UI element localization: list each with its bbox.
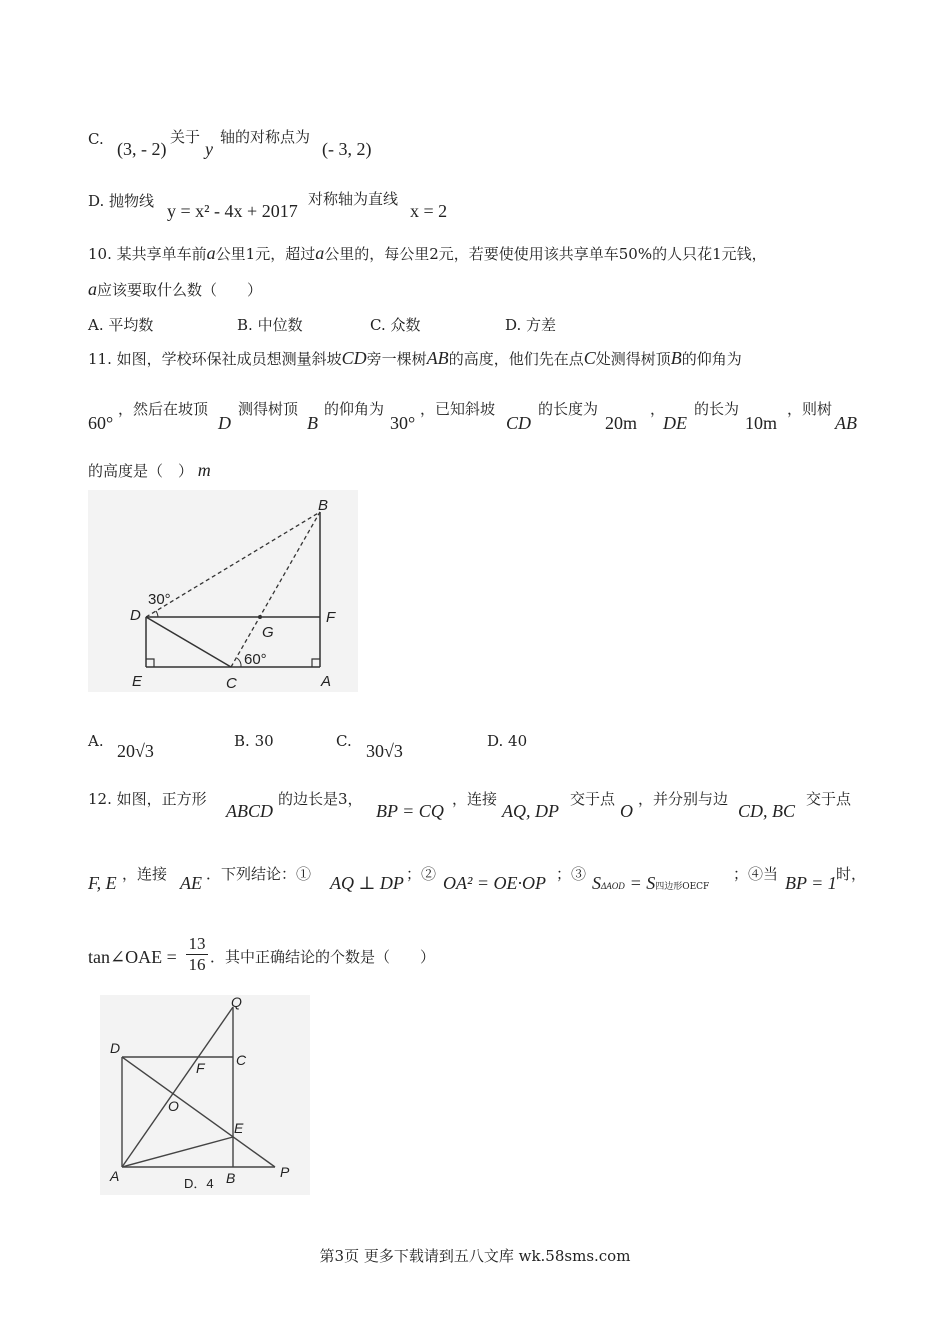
- label-C: C: [226, 675, 237, 692]
- math-var: CD: [341, 348, 367, 368]
- question-number: 12.: [88, 790, 112, 808]
- label-A: A: [321, 673, 332, 690]
- text: 关于: [170, 128, 201, 146]
- option-label: C.: [88, 130, 104, 148]
- q11-option-c-value: [366, 740, 403, 763]
- q12-l2b: [206, 863, 311, 885]
- answer-text: D．4: [184, 1176, 214, 1191]
- q12-l1e: [638, 788, 728, 810]
- q11-l2d: [420, 398, 495, 420]
- math-var: AB: [426, 348, 449, 368]
- math-expr: tan∠OAE =: [88, 947, 177, 967]
- math-expr: CD, BC: [738, 801, 796, 821]
- fraction-denominator: 16: [186, 954, 208, 975]
- option-text: 众数: [390, 316, 421, 334]
- q9-d-expr2: [410, 200, 447, 223]
- q11-angle60: [88, 412, 113, 435]
- option-label: C.: [336, 732, 352, 750]
- option-text: 平均数: [108, 316, 154, 334]
- arc-60: [237, 658, 241, 667]
- text: 公里的，每公里2元，若要使使用该共享单车50%的人只花1元钱，: [324, 245, 767, 263]
- text: ；④当: [733, 865, 779, 883]
- subscript: 四边形OECF: [655, 882, 710, 892]
- q9-c-expr1: [117, 138, 166, 161]
- option-text: 中位数: [257, 316, 303, 334]
- option-label: A.: [88, 316, 104, 334]
- q11-l2f: [694, 398, 739, 420]
- label-G: G: [262, 624, 274, 641]
- q12-l1d: [570, 788, 615, 810]
- q12-figure: [100, 995, 310, 1195]
- option-label: C.: [370, 316, 386, 334]
- math-var: a: [88, 279, 97, 299]
- q10-option-b: [237, 314, 303, 336]
- q12-fraction: [186, 934, 208, 975]
- label-F: F: [326, 609, 336, 626]
- math-var: AB: [835, 413, 857, 433]
- math-expr: OA² = OE·OP: [443, 873, 547, 893]
- label-P: P: [280, 1164, 290, 1180]
- label-C: C: [236, 1052, 247, 1068]
- q11-len20: [605, 412, 637, 435]
- text: 的长度为: [538, 400, 599, 418]
- arc-30: [156, 611, 158, 617]
- label-B: B: [226, 1170, 236, 1186]
- unit: m: [197, 460, 211, 480]
- q11-option-b: [234, 730, 274, 752]
- math-var: DE: [663, 413, 687, 433]
- q12-c3: [592, 872, 709, 898]
- q11-DE: [663, 412, 687, 435]
- question-number: 10.: [88, 245, 112, 263]
- math-var: C: [583, 348, 596, 368]
- math-expr: 10m: [745, 413, 778, 433]
- q11-option-d: [487, 730, 527, 752]
- label-O: O: [168, 1098, 179, 1114]
- q11-B2: [307, 412, 318, 435]
- option-label: A.: [88, 732, 104, 750]
- q12-l2f: [836, 863, 866, 885]
- q10-line1: [88, 242, 767, 265]
- q12-eq1: [376, 800, 444, 823]
- q9-c-text2: [220, 126, 310, 148]
- option-label: D.: [88, 192, 105, 210]
- math-expr: AQ ⊥ DP: [330, 873, 404, 893]
- label-30-degree: 30°: [148, 591, 171, 608]
- option-label: B.: [237, 316, 253, 334]
- question-number: 11.: [88, 350, 112, 368]
- text: ，然后在坡顶: [118, 400, 209, 418]
- q10-line2: [88, 278, 262, 301]
- q12-l3: [210, 946, 435, 968]
- q11-option-c-label: [336, 730, 352, 752]
- q10-option-a: [88, 314, 153, 336]
- text: ，连接: [452, 790, 498, 808]
- q11-line3: [88, 459, 211, 482]
- label-Q: Q: [231, 995, 242, 1010]
- option-label: B.: [234, 732, 250, 750]
- option-text: 方差: [526, 316, 557, 334]
- q12-l2e: [733, 863, 778, 885]
- text: ，连接: [122, 865, 168, 883]
- text: 如图，正方形: [116, 790, 207, 808]
- q9-c-text1: [170, 126, 200, 148]
- math-var: D: [218, 413, 231, 433]
- q10-option-d: [505, 314, 556, 336]
- math-expr: AQ, DP: [502, 801, 559, 821]
- label-A: A: [110, 1168, 120, 1184]
- line-DB-dashed: [146, 512, 320, 617]
- text: 交于点: [570, 790, 616, 808]
- math-expr: 60°: [88, 413, 114, 433]
- right-angle-E: [146, 659, 154, 667]
- text: ；②: [406, 865, 437, 883]
- math-expr: 20m: [605, 413, 638, 433]
- label-D: D: [110, 1040, 121, 1056]
- math-expr: BP = CQ: [376, 801, 444, 821]
- q12-AE: [180, 872, 202, 895]
- q11-option-a-value: [117, 740, 154, 763]
- q11-l2a: [118, 398, 208, 420]
- q12-l1b: [278, 788, 363, 810]
- q11-D: [218, 412, 231, 435]
- q12-tan: [88, 946, 177, 969]
- math-expr: = S: [629, 873, 656, 893]
- label-D: D: [130, 607, 141, 624]
- q11-angle30: [390, 412, 415, 435]
- q12-l2c: [406, 863, 436, 885]
- label-F: F: [196, 1060, 205, 1076]
- option-label: D.: [505, 316, 522, 334]
- text: 对称轴为直线: [308, 190, 399, 208]
- text: ，已知斜坡: [420, 400, 496, 418]
- q11-diagram: [88, 490, 358, 692]
- text: ．其中正确结论的个数是（ ）: [210, 948, 436, 966]
- math-var: AE: [180, 873, 202, 893]
- q11-AB2: [835, 412, 857, 435]
- q11-l2e: [538, 398, 598, 420]
- math-expr: 30°: [390, 413, 416, 433]
- point-G: [258, 615, 262, 619]
- text: 的仰角为: [681, 350, 742, 368]
- fraction-numerator: 13: [188, 934, 206, 953]
- math-var: CD: [506, 413, 532, 433]
- math-expr: y = x² - 4x + 2017: [167, 201, 298, 221]
- q12-ABCD: [226, 800, 273, 823]
- q11-line1: [88, 347, 742, 370]
- option-value: 40: [508, 732, 528, 750]
- line-CB-dashed: [231, 512, 320, 667]
- option-label: D.: [487, 732, 504, 750]
- q12-c4: [785, 872, 837, 895]
- math-var: B: [307, 413, 318, 433]
- math-var: a: [206, 243, 216, 263]
- label-E: E: [132, 673, 143, 690]
- math-var: y: [205, 139, 213, 159]
- text: 交于点: [806, 790, 852, 808]
- line-DC: [146, 617, 231, 667]
- q9-c-var: [205, 138, 213, 161]
- q12-CDBC: [738, 800, 795, 823]
- math-var: B: [670, 348, 682, 368]
- page-footer: 第3页 更多下载请到五八文库 wk.58sms.com: [319, 1247, 631, 1265]
- line-AE: [122, 1137, 233, 1167]
- q12-l1c: [452, 788, 497, 810]
- subscript: ΔAOD: [601, 881, 625, 891]
- label-60-degree: 60°: [244, 651, 267, 668]
- q12-O: [620, 800, 633, 823]
- line-AQ: [122, 1007, 233, 1167]
- q11-comma: ，: [650, 400, 666, 418]
- text: 抛物线: [109, 192, 155, 210]
- math-var: a: [315, 243, 325, 263]
- text: 轴的对称点为: [220, 128, 311, 146]
- text: 处测得树顶: [595, 350, 671, 368]
- math-var: S: [592, 873, 601, 893]
- q11-l2b: [238, 398, 298, 420]
- q12-c2: [443, 872, 546, 895]
- q12-l2d: [556, 863, 586, 885]
- q12-l1f: [806, 788, 851, 810]
- text: 的高度，他们先在点: [448, 350, 584, 368]
- text: 的高度是（ ）: [88, 462, 194, 480]
- text: ，并分别与边: [638, 790, 729, 808]
- math-expr: (3, - 2): [117, 139, 167, 159]
- math-var: ABCD: [226, 801, 273, 821]
- label-B: B: [318, 497, 329, 514]
- math-expr: F, E: [88, 873, 117, 893]
- q12-l2a: [122, 863, 167, 885]
- text: 旁一棵树: [366, 350, 427, 368]
- q11-l2g: [787, 398, 832, 420]
- q12-l1a: [88, 788, 207, 810]
- q11-option-a-label: [88, 730, 104, 752]
- text: 公里1元，超过: [215, 245, 316, 263]
- q12-diagram: [100, 995, 310, 1195]
- q9-option-d: [88, 190, 154, 212]
- option-value: 30: [254, 732, 274, 750]
- math-expr: BP = 1: [785, 873, 837, 893]
- q12-AQDP: [502, 800, 559, 823]
- label-E: E: [234, 1120, 244, 1136]
- text: 应该要取什么数（ ）: [97, 281, 263, 299]
- q9-option-c: [88, 128, 104, 150]
- q9-c-expr2: [322, 138, 371, 161]
- text: 的长为: [694, 400, 740, 418]
- right-angle-A: [312, 659, 320, 667]
- q12-FE: [88, 872, 117, 895]
- q11-l2c: [324, 398, 384, 420]
- text: 如图，学校环保社成员想测量斜坡: [116, 350, 342, 368]
- q12-c1: [330, 872, 404, 895]
- text: 时，: [836, 865, 867, 883]
- math-expr: (- 3, 2): [322, 139, 372, 159]
- q11-len10: [745, 412, 777, 435]
- text: 的边长是3，: [278, 790, 363, 808]
- text: ；③: [556, 865, 587, 883]
- option-value: 30√3: [366, 741, 403, 761]
- math-var: O: [620, 801, 633, 821]
- q11-figure: [88, 490, 358, 692]
- text: 某共享单车前: [116, 245, 207, 263]
- q9-d-expr: [167, 200, 298, 223]
- option-value: 20√3: [117, 741, 154, 761]
- text: ，则树: [787, 400, 833, 418]
- q9-d-text2: [308, 188, 398, 210]
- text: 测得树顶: [238, 400, 299, 418]
- text: ．下列结论：①: [206, 865, 312, 883]
- math-expr: x = 2: [410, 201, 448, 221]
- q10-option-c: [370, 314, 421, 336]
- text: 的仰角为: [324, 400, 385, 418]
- q11-CD2: [506, 412, 531, 435]
